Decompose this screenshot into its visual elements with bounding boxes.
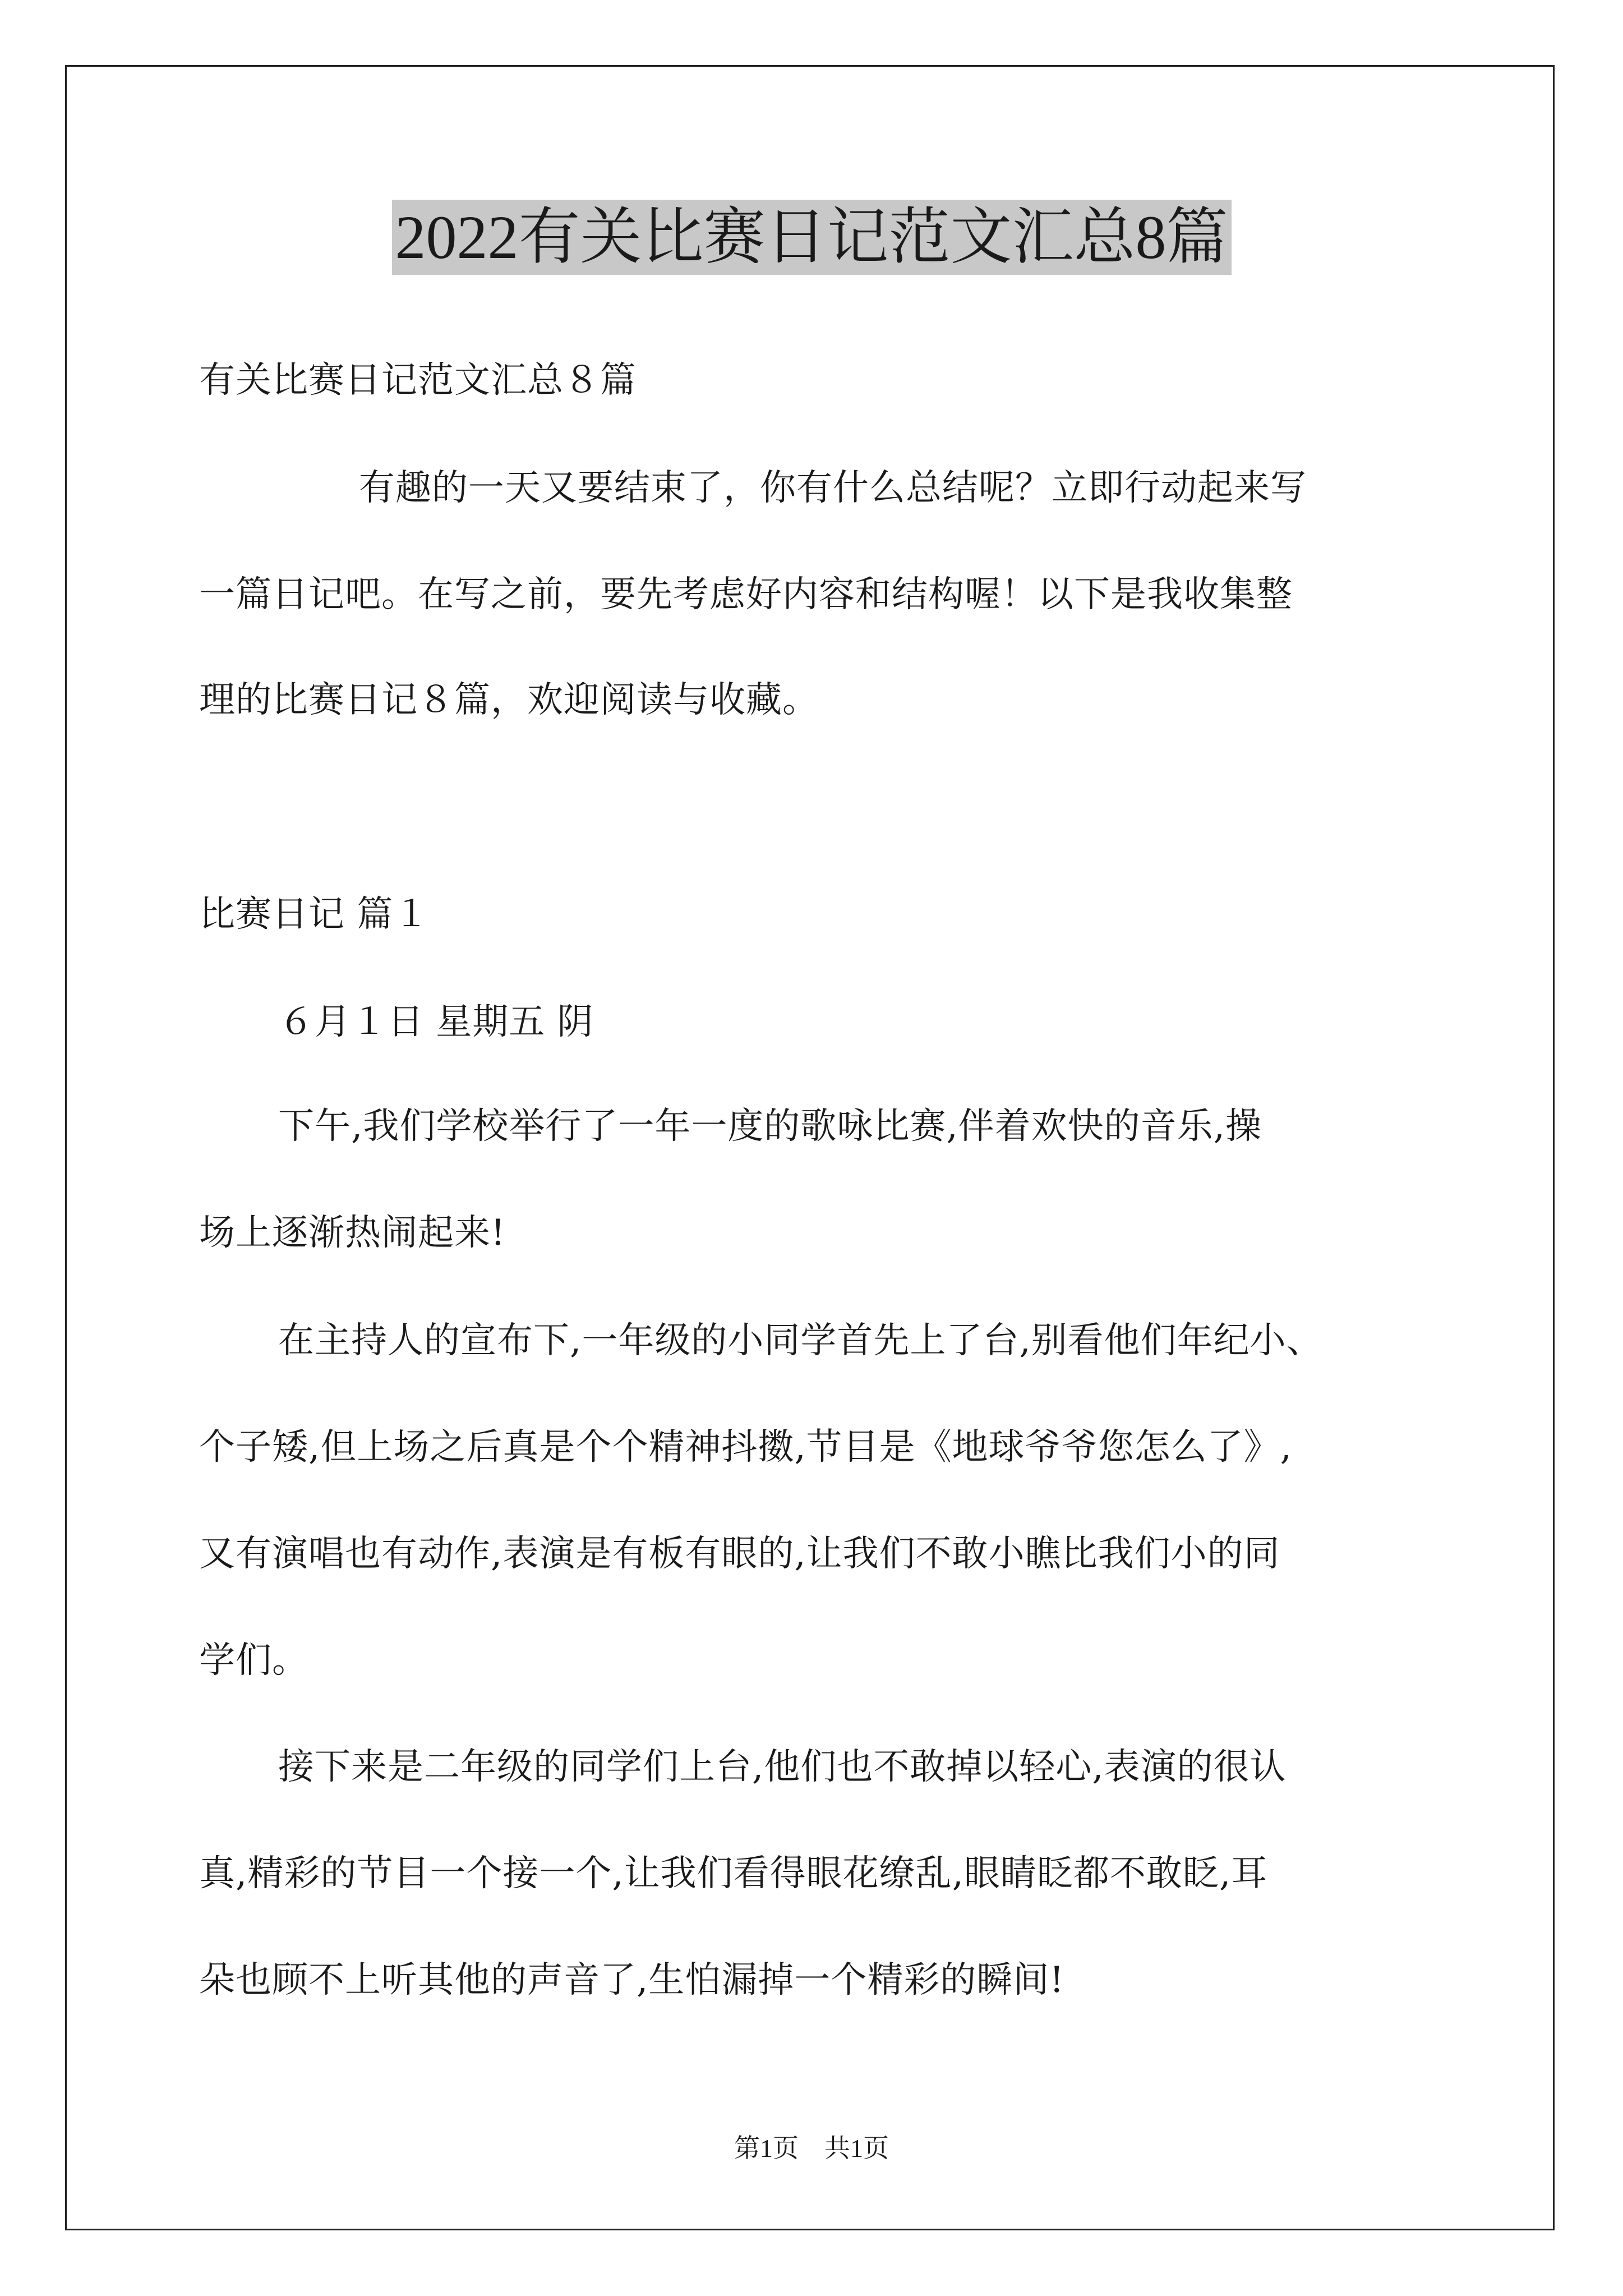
body-line-9: 朵也顾不上听其他的声音了,生怕漏掉一个精彩的瞬间! <box>199 1959 1065 2001</box>
intro-line-2: 一篇日记吧。在写之前，要先考虑好内容和结构喔！以下是我收集整 <box>199 574 1293 615</box>
document-title <box>0 195 1623 279</box>
document-subtitle: 有关比赛日记范文汇总８篇 <box>199 360 637 401</box>
body-line-8: 真,精彩的节目一个接一个,让我们看得眼花缭乱,眼睛眨都不敢眨,耳 <box>199 1853 1268 1894</box>
body-line-5: 又有演唱也有动作,表演是有板有眼的,让我们不敢小瞧比我们小的同 <box>199 1533 1280 1575</box>
intro-line-3: 理的比赛日记８篇，欢迎阅读与收藏。 <box>199 679 819 721</box>
body-line-2: 场上逐渐热闹起来! <box>199 1212 506 1254</box>
body-line-6: 学们。 <box>199 1640 308 1681</box>
page-footer: 第1页 共1页 <box>734 2134 889 2162</box>
body-line-7: 接下来是二年级的同学们上台,他们也不敢掉以轻心,表演的很认 <box>278 1746 1287 1788</box>
body-line-1: 下午,我们学校举行了一年一度的歌咏比赛,伴着欢快的音乐,操 <box>278 1106 1262 1147</box>
date-line: ６月１日 星期五 阴 <box>278 1001 594 1043</box>
body-line-3: 在主持人的宣布下,一年级的小同学首先上了台,别看他们年纪小、 <box>278 1320 1323 1361</box>
intro-line-1: 有趣的一天又要结束了，你有什么总结呢？立即行动起来写 <box>359 467 1307 509</box>
section-heading: 比赛日记 篇１ <box>199 894 430 935</box>
document-title-text: 2022有关比赛日记范文汇总8篇 <box>392 200 1232 275</box>
body-line-4: 个子矮,但上场之后真是个个精神抖擞,节目是《地球爷爷您怎么了》, <box>199 1427 1293 1468</box>
